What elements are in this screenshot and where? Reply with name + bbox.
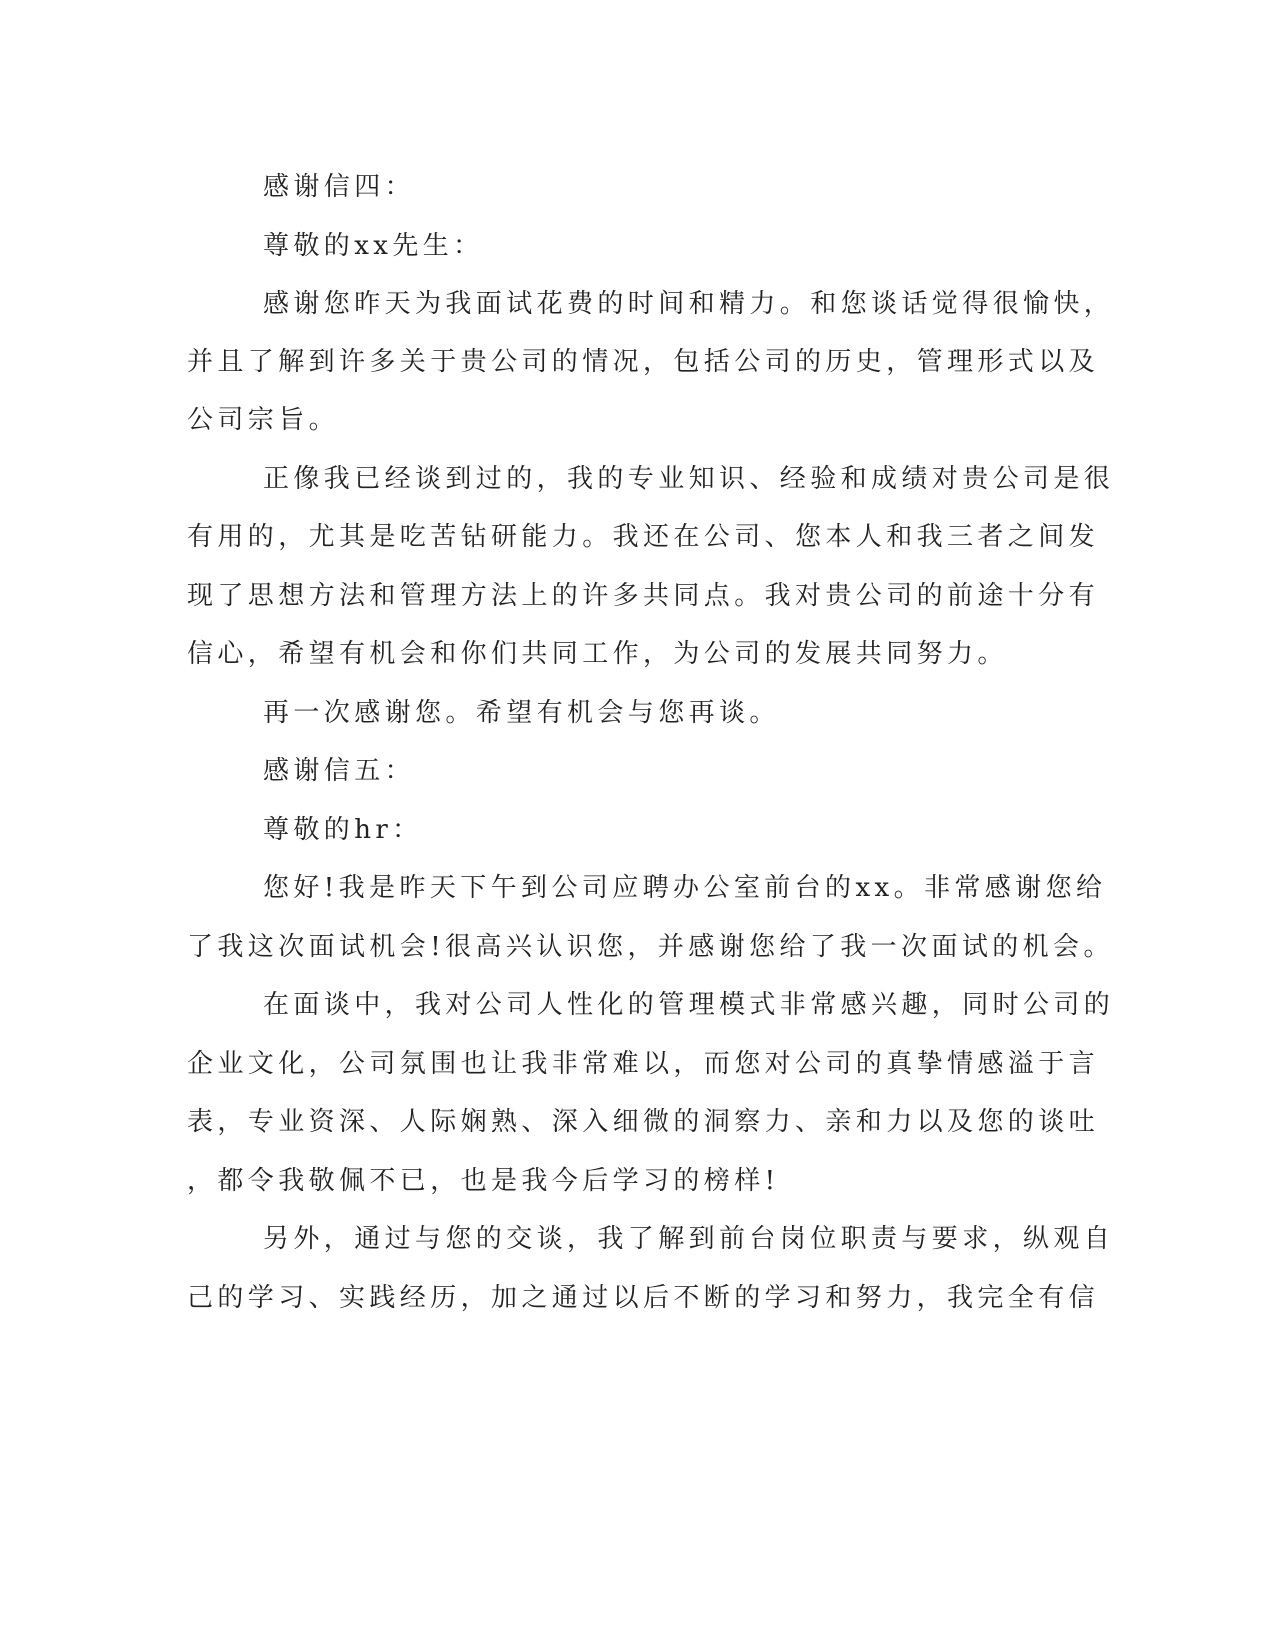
paragraph-line: ，都令我敬佩不已，也是我今后学习的榜样! xyxy=(187,1166,780,1196)
paragraph-line: 己的学习、实践经历，加之通过以后不断的学习和努力，我完全有信 xyxy=(187,1283,1100,1313)
letter-five-salutation: 尊敬的hr： xyxy=(263,815,423,845)
paragraph-line: 企业文化，公司氛围也让我非常难以，而您对公司的真挚情感溢于言 xyxy=(187,1049,1100,1079)
paragraph-line: 正像我已经谈到过的，我的专业知识、经验和成绩对贵公司是很 xyxy=(263,464,1115,494)
paragraph-line: 了我这次面试机会!很高兴认识您，并感谢您给了我一次面试的机会。 xyxy=(187,932,1114,962)
paragraph-line: 另外，通过与您的交谈，我了解到前台岗位职责与要求，纵观自 xyxy=(263,1224,1115,1254)
paragraph-line: 表，专业资深、人际娴熟、深入细微的洞察力、亲和力以及您的谈吐 xyxy=(187,1107,1100,1137)
paragraph-line: 感谢您昨天为我面试花费的时间和精力。和您谈话觉得很愉快， xyxy=(263,289,1115,319)
letter-four-salutation: 尊敬的xx先生： xyxy=(263,231,484,261)
paragraph-line: 现了思想方法和管理方法上的许多共同点。我对贵公司的前途十分有 xyxy=(187,581,1100,611)
paragraph-line: 您好!我是昨天下午到公司应聘办公室前台的xx。非常感谢您给 xyxy=(263,873,1107,903)
paragraph-line: 公司宗旨。 xyxy=(187,405,340,435)
paragraph-line: 有用的，尤其是吃苦钻研能力。我还在公司、您本人和我三者之间发 xyxy=(187,522,1100,552)
paragraph-line: 信心，希望有机会和你们共同工作，为公司的发展共同努力。 xyxy=(187,639,1008,669)
paragraph-line: 再一次感谢您。希望有机会与您再谈。 xyxy=(263,698,780,728)
letter-five-heading: 感谢信五： xyxy=(263,756,416,786)
paragraph-line: 并且了解到许多关于贵公司的情况，包括公司的历史，管理形式以及 xyxy=(187,347,1100,377)
paragraph-line: 在面谈中，我对公司人性化的管理模式非常感兴趣，同时公司的 xyxy=(263,990,1115,1020)
letter-four-heading: 感谢信四： xyxy=(263,172,416,202)
